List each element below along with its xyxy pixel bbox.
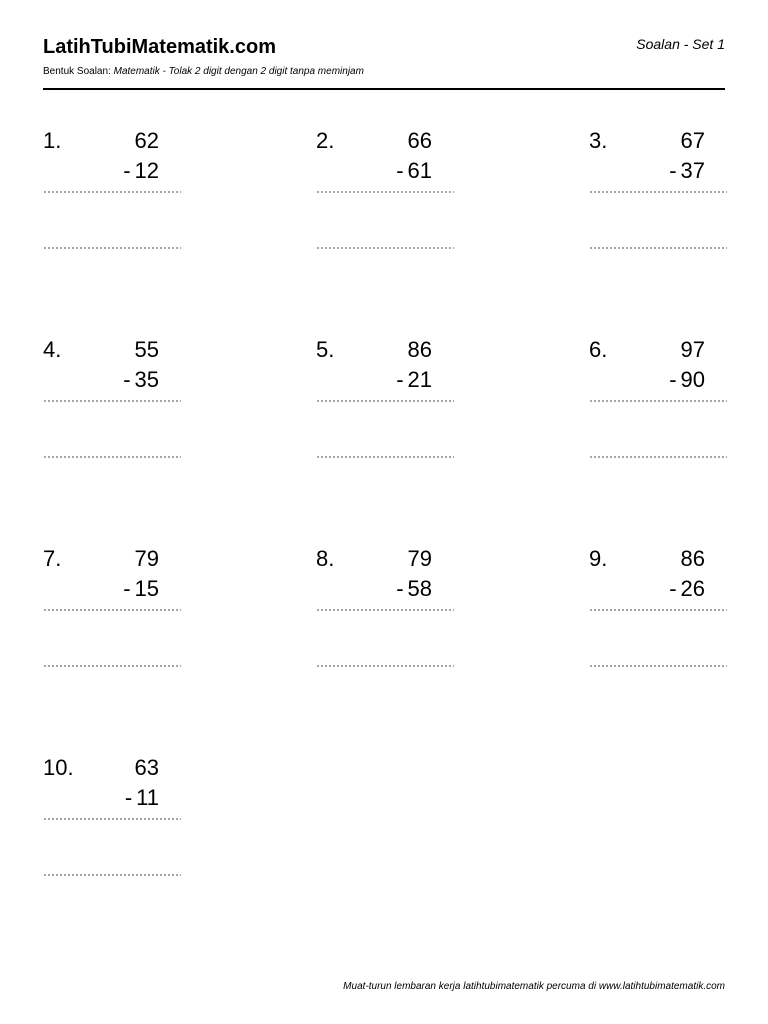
minus-sign: - bbox=[396, 576, 404, 601]
subtrahend-row bbox=[123, 576, 159, 602]
subtrahend: 26 bbox=[680, 576, 705, 601]
subtrahend: 12 bbox=[134, 158, 159, 183]
problem-1 bbox=[43, 128, 183, 268]
worksheet-subtitle bbox=[43, 66, 364, 77]
working-line bbox=[589, 455, 727, 459]
minuend: 79 bbox=[407, 546, 432, 571]
minus-sign: - bbox=[669, 367, 677, 392]
problem-number: 6. bbox=[589, 337, 608, 362]
problem-number: 3. bbox=[589, 128, 608, 153]
problem-number: 2. bbox=[316, 128, 335, 153]
answer-line bbox=[316, 190, 454, 194]
subtrahend-row bbox=[123, 367, 159, 393]
minus-sign: - bbox=[669, 576, 677, 601]
working-line bbox=[589, 246, 727, 250]
problem-4 bbox=[43, 337, 183, 477]
subtrahend-row bbox=[396, 576, 432, 602]
minuend: 67 bbox=[680, 128, 705, 153]
working-line bbox=[43, 873, 181, 877]
subtitle-topic: Matematik - Tolak 2 digit dengan 2 digit tanpa meminjam bbox=[113, 66, 364, 77]
minus-sign: - bbox=[123, 367, 131, 392]
answer-line bbox=[589, 608, 727, 612]
problem-5 bbox=[316, 337, 456, 477]
subtrahend: 90 bbox=[680, 367, 705, 392]
minuend: 97 bbox=[680, 337, 705, 362]
problem-number: 5. bbox=[316, 337, 335, 362]
subtrahend-row bbox=[123, 158, 159, 184]
problem-number: 8. bbox=[316, 546, 335, 571]
minuend: 86 bbox=[407, 337, 432, 362]
answer-line bbox=[316, 399, 454, 403]
minuend: 55 bbox=[134, 337, 159, 362]
working-line bbox=[43, 455, 181, 459]
minus-sign: - bbox=[396, 158, 404, 183]
subtrahend-row bbox=[669, 576, 705, 602]
problem-7 bbox=[43, 546, 183, 686]
answer-line bbox=[43, 608, 181, 612]
site-title: LatihTubiMatematik.com bbox=[43, 36, 276, 58]
working-line bbox=[43, 664, 181, 668]
problem-10 bbox=[43, 755, 183, 895]
problem-3 bbox=[589, 128, 729, 268]
set-label: Soalan - Set 1 bbox=[636, 36, 725, 52]
working-line bbox=[589, 664, 727, 668]
minus-sign: - bbox=[124, 785, 133, 810]
problem-6 bbox=[589, 337, 729, 477]
answer-line bbox=[316, 608, 454, 612]
minuend: 66 bbox=[407, 128, 432, 153]
subtrahend-row bbox=[125, 785, 159, 811]
problem-number: 7. bbox=[43, 546, 62, 571]
subtrahend: 15 bbox=[134, 576, 159, 601]
minuend: 63 bbox=[134, 755, 159, 780]
subtrahend-row bbox=[396, 367, 432, 393]
subtrahend-row bbox=[669, 367, 705, 393]
minus-sign: - bbox=[123, 576, 131, 601]
header-divider bbox=[43, 88, 725, 90]
minuend: 79 bbox=[134, 546, 159, 571]
problem-number: 10. bbox=[43, 755, 74, 780]
problem-number: 1. bbox=[43, 128, 62, 153]
subtrahend-row bbox=[669, 158, 705, 184]
working-line bbox=[316, 246, 454, 250]
answer-line bbox=[43, 190, 181, 194]
minuend: 62 bbox=[134, 128, 159, 153]
minuend: 86 bbox=[680, 546, 705, 571]
problem-9 bbox=[589, 546, 729, 686]
answer-line bbox=[589, 399, 727, 403]
working-line bbox=[316, 455, 454, 459]
subtrahend: 35 bbox=[134, 367, 159, 392]
subtrahend: 11 bbox=[136, 785, 159, 810]
minus-sign: - bbox=[396, 367, 404, 392]
subtrahend: 21 bbox=[407, 367, 432, 392]
problem-2 bbox=[316, 128, 456, 268]
minus-sign: - bbox=[669, 158, 677, 183]
subtrahend: 61 bbox=[407, 158, 432, 183]
footer-note: Muat-turun lembaran kerja latihtubimatematik percuma di www.latihtubimatematik.com bbox=[343, 981, 725, 992]
subtitle-prefix: Bentuk Soalan: bbox=[43, 66, 111, 77]
working-line bbox=[43, 246, 181, 250]
working-line bbox=[316, 664, 454, 668]
problem-number: 4. bbox=[43, 337, 62, 362]
subtrahend: 37 bbox=[680, 158, 705, 183]
answer-line bbox=[43, 817, 181, 821]
subtrahend-row bbox=[396, 158, 432, 184]
problem-8 bbox=[316, 546, 456, 686]
subtrahend: 58 bbox=[407, 576, 432, 601]
problem-number: 9. bbox=[589, 546, 608, 571]
minus-sign: - bbox=[123, 158, 131, 183]
answer-line bbox=[43, 399, 181, 403]
answer-line bbox=[589, 190, 727, 194]
